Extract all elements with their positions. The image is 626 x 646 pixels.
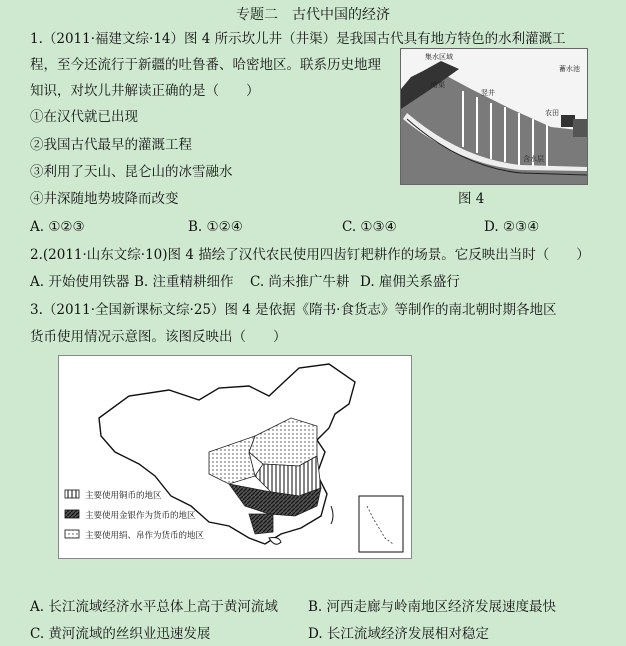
q2-option-c: C. 尚未推广牛耕: [250, 274, 350, 290]
karez-label-aquifer: 含水层: [523, 155, 544, 163]
q3-stem-line2: 货币使用情况示意图。该图反映出（ ）: [30, 329, 287, 345]
q3-option-a: A. 长江流域经济水平总体上高于黄河流域: [30, 599, 278, 615]
q2-option-b: B. 注重精耕细作: [134, 274, 234, 290]
q1-figure-caption: 图 4: [458, 191, 485, 207]
q1-option-d: D. ②③④: [484, 219, 540, 235]
q2-stem: 2.(2011·山东文综·10)图 4 描绘了汉代农民使用四齿钉耙耕作的场景。它反映出当时（ ）: [30, 247, 590, 263]
legend-copper: 主要使用铜币的地区: [85, 491, 162, 501]
q3-stem-line1: 3.（2011·全国新课标文综·25）图 4 是依据《隋书·食货志》等制作的南北朝时期各地区: [30, 302, 557, 318]
q1-item-3: ③利用了天山、昆仑山的冰雪融水: [30, 164, 233, 180]
q1-stem-line2: 程，至今还流行于新疆的吐鲁番、哈密地区。联系历史地理: [30, 57, 381, 73]
q1-stem-line3: 知识，对坎儿井解读正确的是（ ）: [30, 83, 260, 99]
q3-option-b: B. 河西走廊与岭南地区经济发展速度最快: [308, 599, 557, 615]
q1-option-a: A. ①②③: [30, 219, 85, 235]
karez-label-channel: 暗渠: [431, 81, 445, 89]
q2-option-a: A. 开始使用铁器: [30, 274, 130, 290]
karez-label-farmland: 农田: [545, 109, 559, 117]
legend-silk: 主要使用绢、帛作为货币的地区: [85, 531, 205, 541]
karez-diagram: [400, 48, 588, 185]
legend-gold-silver: 主要使用金银作为货币的地区: [85, 511, 196, 521]
karez-label-catchment: 集水区域: [425, 53, 453, 61]
karez-label-outlet: 蓄水池: [559, 65, 580, 73]
q1-option-c: C. ①③④: [342, 219, 397, 235]
q3-option-d: D. 长江流域经济发展相对稳定: [308, 626, 489, 642]
currency-map: [58, 355, 412, 559]
q1-item-1: ①在汉代就已出现: [30, 109, 138, 125]
karez-label-well: 竖井: [481, 89, 495, 97]
q1-item-2: ②我国古代最早的灌溉工程: [30, 137, 192, 153]
q3-option-c: C. 黄河流域的丝织业迅速发展: [30, 626, 211, 642]
q2-option-d: D. 雇佣关系盛行: [360, 274, 460, 290]
q1-option-b: B. ①②④: [188, 219, 243, 235]
q1-stem-line1: 1.（2011·福建文综·14）图 4 所示坎儿井（井渠）是我国古代具有地方特色的水利灌溉工: [30, 31, 566, 47]
page-title: 专题二 古代中国的经济: [236, 7, 390, 23]
q1-item-4: ④井深随地势坡降而改变: [30, 191, 179, 207]
